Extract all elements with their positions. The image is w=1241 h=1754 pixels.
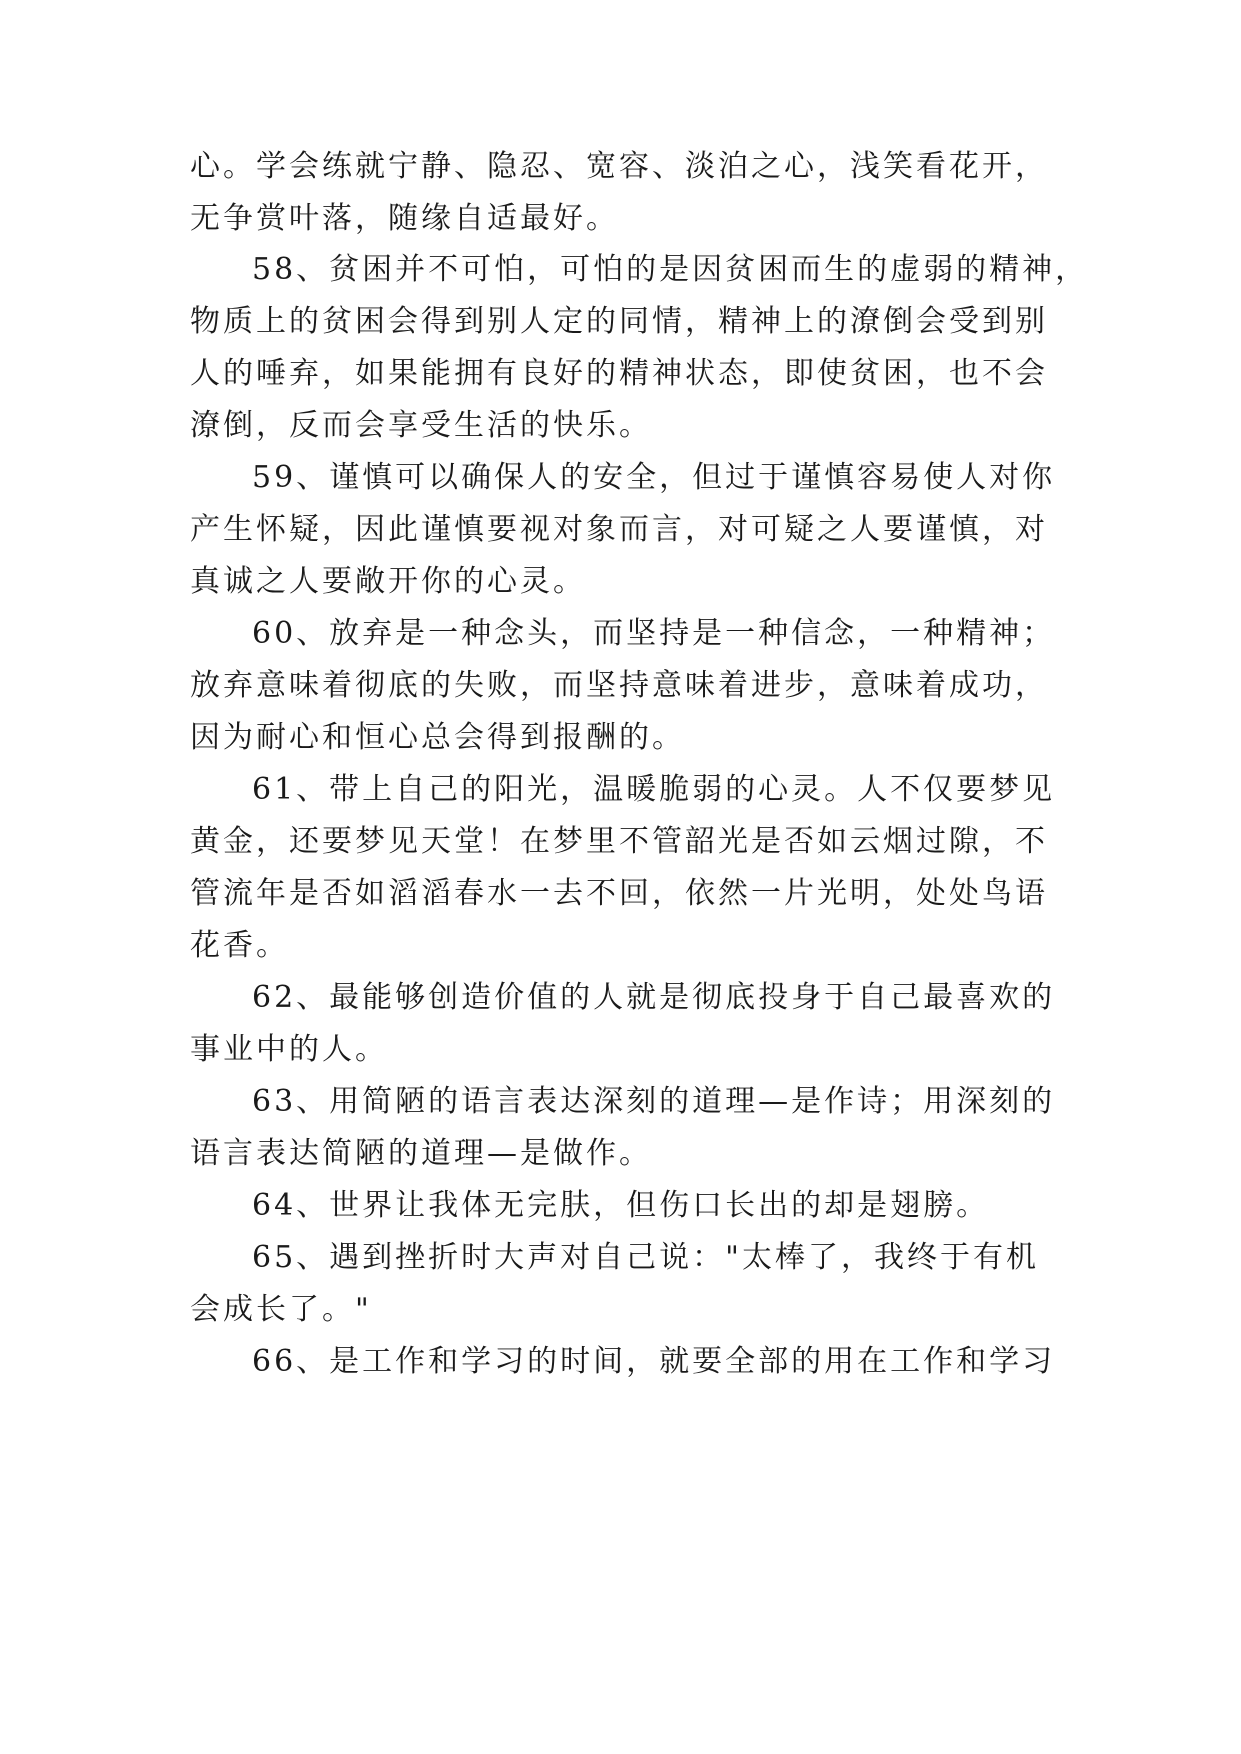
paragraph-61-start: 61、带上自己的阳光，温暖脆弱的心灵。人不仅要梦见	[252, 772, 1056, 807]
text-line: 花香。	[190, 928, 289, 963]
paragraph-66-start: 66、是工作和学习的时间，就要全部的用在工作和学习	[252, 1344, 1056, 1379]
paragraph-60-start: 60、放弃是一种念头，而坚持是一种信念，一种精神；	[252, 616, 1056, 651]
paragraph-62-start: 62、最能够创造价值的人就是彻底投身于自己最喜欢的	[252, 980, 1056, 1015]
text-line: 真诚之人要敞开你的心灵。	[190, 564, 586, 599]
text-line: 因为耐心和恒心总会得到报酬的。	[190, 720, 685, 755]
text-line: 黄金，还要梦见天堂！在梦里不管韶光是否如云烟过隙，不	[190, 824, 1048, 859]
text-line: 无争赏叶落，随缘自适最好。	[190, 201, 619, 236]
text-line: 物质上的贫困会得到别人定的同情，精神上的潦倒会受到别	[190, 304, 1048, 339]
text-line: 人的唾弃，如果能拥有良好的精神状态，即使贫困，也不会	[190, 356, 1048, 391]
text-line: 语言表达简陋的道理—是做作。	[190, 1136, 652, 1171]
paragraph-58-start: 58、贫困并不可怕，可怕的是因贫困而生的虚弱的精神，	[252, 252, 1089, 287]
paragraph-63-start: 63、用简陋的语言表达深刻的道理—是作诗；用深刻的	[252, 1084, 1056, 1119]
paragraph-59-start: 59、谨慎可以确保人的安全，但过于谨慎容易使人对你	[252, 460, 1056, 495]
text-line: 心。学会练就宁静、隐忍、宽容、淡泊之心，浅笑看花开，	[190, 149, 1048, 184]
paragraph-64-start: 64、世界让我体无完肤，但伤口长出的却是翅膀。	[252, 1188, 990, 1223]
text-line: 会成长了。"	[190, 1292, 372, 1327]
text-line: 潦倒，反而会享受生活的快乐。	[190, 408, 652, 443]
text-line: 事业中的人。	[190, 1032, 388, 1067]
paragraph-65-start: 65、遇到挫折时大声对自己说："太棒了，我终于有机	[252, 1240, 1039, 1275]
text-line: 产生怀疑，因此谨慎要视对象而言，对可疑之人要谨慎，对	[190, 512, 1048, 547]
text-line: 放弃意味着彻底的失败，而坚持意味着进步，意味着成功，	[190, 668, 1048, 703]
text-line: 管流年是否如滔滔春水一去不回，依然一片光明，处处鸟语	[190, 876, 1048, 911]
